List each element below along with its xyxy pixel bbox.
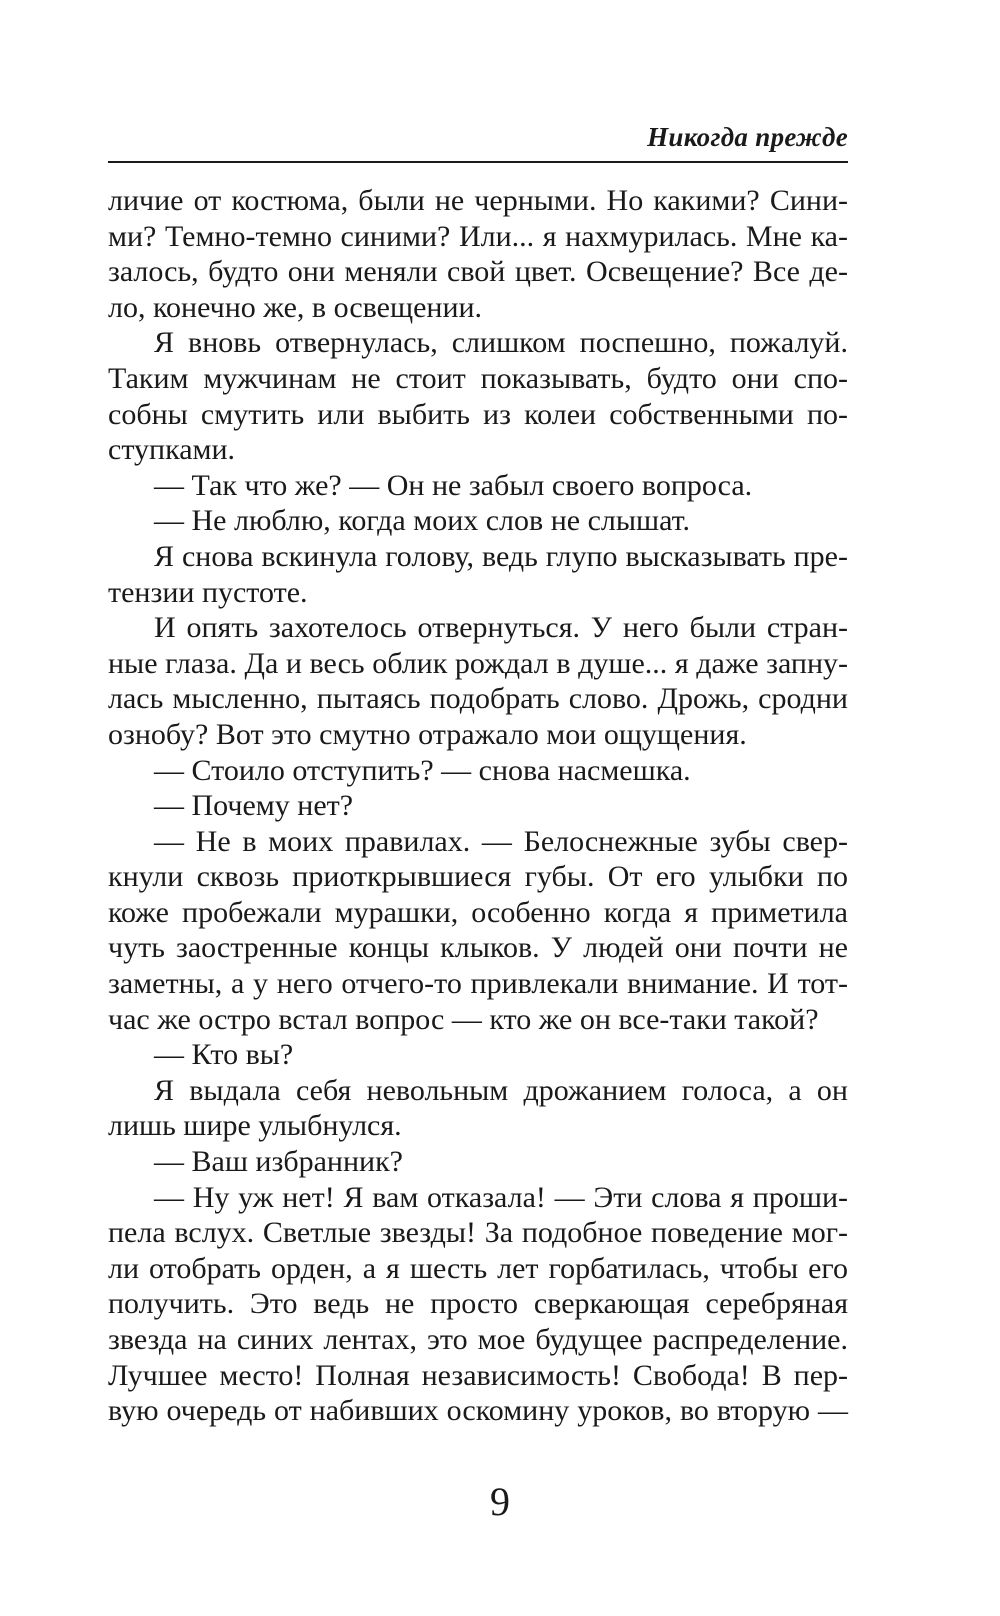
text-line: заметны, а у него отчего-то привлекали внимание. И тот-: [108, 967, 848, 1001]
text-line: получить. Это ведь не просто сверкающая серебряная: [108, 1287, 848, 1321]
text-line: Я снова вскинула голову, ведь глупо высказывать пре-: [154, 539, 848, 573]
text-line: залось, будто они меняли свой цвет. Освещение? Все де-: [108, 255, 848, 289]
text-line: Я выдала себя невольным дрожанием голоса, а он: [154, 1073, 848, 1107]
header-divider: [108, 161, 848, 163]
text-line: ступками.: [108, 433, 236, 467]
text-line: ные глаза. Да и весь облик рождал в душе... я даже запну-: [108, 646, 848, 680]
text-line: тензии пустоте.: [108, 575, 308, 609]
text-line: Таким мужчинам не стоит показывать, будто они спо-: [108, 361, 848, 395]
text-line: ознобу? Вот это смутно отражало мои ощущения.: [108, 717, 747, 751]
text-line: чуть заостренные концы клыков. У людей они почти не: [108, 931, 848, 965]
text-line: И опять захотелось отвернуться. У него были стран-: [154, 611, 848, 645]
text-line: — Не в моих правилах. — Белоснежные зубы свер-: [154, 824, 848, 858]
text-line: Лучшее место! Полная независимость! Свобода! В пер-: [108, 1358, 848, 1392]
running-head-title: Никогда прежде: [647, 122, 848, 152]
text-line: час же остро встал вопрос — кто же он все-таки такой?: [108, 1002, 819, 1036]
text-line: — Ну уж нет! Я вам отказала! — Эти слова я проши-: [154, 1180, 848, 1214]
text-line: — Почему нет?: [154, 789, 354, 823]
text-line: кнули сквозь приоткрывшиеся губы. От его улыбки по: [108, 860, 848, 894]
text-line: — Кто вы?: [154, 1038, 294, 1072]
text-line: личие от костюма, были не черными. Но какими? Сини-: [108, 184, 848, 217]
text-line: — Ваш избранник?: [154, 1145, 403, 1179]
page-number: 9: [490, 1479, 510, 1524]
text-line: коже пробежали мурашки, особенно когда я приметила: [108, 895, 848, 929]
text-line: ло, конечно же, в освещении.: [108, 290, 483, 324]
text-line: Я вновь отвернулась, слишком поспешно, пожалуй.: [154, 326, 848, 360]
text-line: — Стоило отступить? — снова насмешка.: [154, 753, 691, 787]
text-line: лась мысленно, пытаясь подобрать слово. Дрожь, сродни: [108, 682, 848, 716]
body-text: [108, 183, 848, 1429]
text-line: лишь шире улыбнулся.: [108, 1109, 402, 1143]
text-line: ми? Темно-темно синими? Или... я нахмурилась. Мне ка-: [108, 219, 848, 253]
text-line: собны смутить или выбить из колеи собственными по-: [108, 397, 848, 431]
text-line: пела вслух. Светлые звезды! За подобное поведение мог-: [108, 1216, 848, 1250]
text-line: звезда на синих лентах, это мое будущее распределение.: [108, 1323, 848, 1356]
text-line: ли отобрать орден, а я шесть лет горбатилась, чтобы его: [108, 1251, 848, 1285]
text-line: вую очередь от набивших оскомину уроков, во вторую —: [108, 1394, 848, 1428]
text-line: — Так что же? — Он не забыл своего вопроса.: [154, 468, 753, 502]
text-line: — Не люблю, когда моих слов не слышат.: [154, 504, 691, 538]
